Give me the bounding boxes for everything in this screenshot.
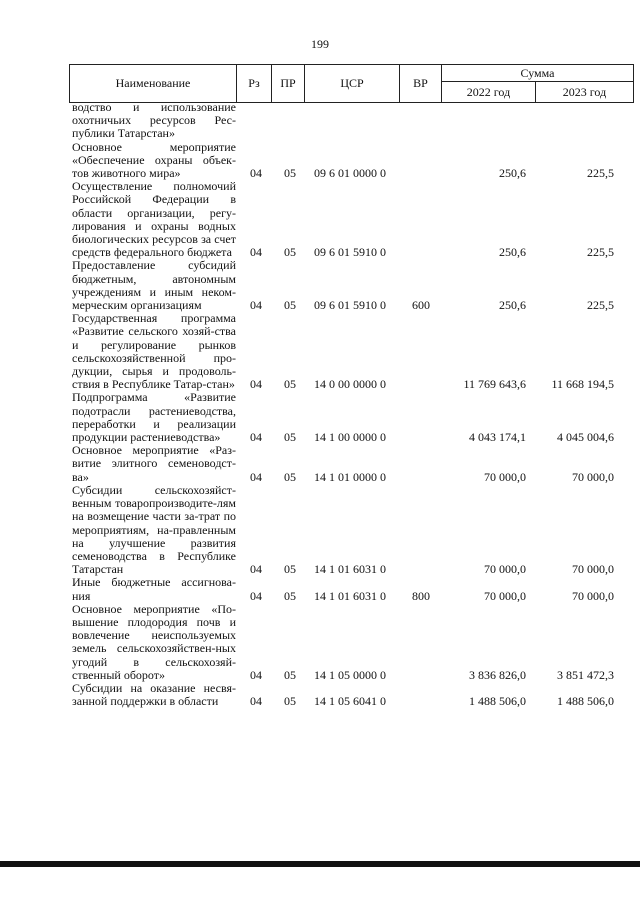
row-rz: 04 [250,469,262,484]
row-name: водство и использование охотничьих ресурсов Рес-публики Татарстан» [72,100,236,141]
header-sum: Сумма [441,65,634,82]
table-row [72,312,637,391]
table-body [72,101,637,708]
row-name: Субсидии сельскохозяйст-венным товаропроизводите-лям на возмещение части за-трат по мероприятиям, на-правленным на улучшение развития семеноводства в Республике Татарстан [72,482,236,577]
row-pr: 05 [284,298,296,313]
row-rz: 04 [250,377,262,392]
row-csr: 09 6 01 5910 0 [314,298,386,313]
row-2023: 225,5 [587,298,614,313]
row-name: Основное мероприятие «Обеспечение охраны объек-тов животного мира» [72,139,236,181]
table-row [72,444,637,484]
table-row [72,682,637,708]
row-pr: 05 [284,469,296,484]
row-2022: 70 000,0 [484,469,526,484]
row-2022: 11 769 643,6 [463,377,526,392]
row-name: Подпрограмма «Развитие подотрасли растениеводства, переработки и реализации продукции растениеводства» [72,390,236,445]
page-number: 199 [311,37,329,51]
row-2022: 70 000,0 [484,588,526,603]
row-csr: 14 1 05 6041 0 [314,694,386,709]
row-2022: 250,6 [499,298,526,313]
row-csr: 14 1 01 6031 0 [314,562,386,577]
row-rz: 04 [250,562,262,577]
table-row [72,603,637,682]
row-vr: 800 [412,588,430,603]
row-2023: 70 000,0 [572,562,614,577]
row-pr: 05 [284,588,296,603]
table-row [72,259,637,312]
row-name: Иные бюджетные ассигнова-ния [72,575,236,603]
row-name: Основное мероприятие «По-вышение плодородия почв и вовлечение неиспользуемых земель сельскохозяйствен-ных угодий в сельскохозяй-ственный оборот» [72,601,236,682]
header-2022: 2022 год [441,82,535,102]
row-pr: 05 [284,430,296,445]
row-pr: 05 [284,377,296,392]
table-row [72,391,637,444]
row-2022: 70 000,0 [484,562,526,577]
bottom-scan-border [0,861,640,867]
row-2023: 11 668 194,5 [551,377,614,392]
header-pr: ПР [271,65,304,102]
row-2022: 3 836 826,0 [469,667,526,682]
row-2023: 70 000,0 [572,588,614,603]
row-csr: 09 6 01 0000 0 [314,166,386,181]
row-2022: 4 043 174,1 [469,430,526,445]
row-rz: 04 [250,166,262,181]
row-2023: 225,5 [587,245,614,260]
row-name: Основное мероприятие «Раз-витие элитного семеноводст-ва» [72,443,236,484]
row-2023: 70 000,0 [572,469,614,484]
row-vr: 600 [412,298,430,313]
header-rz: Рз [236,65,271,102]
row-name: Осуществление полномочий Российской Федерации в области организации, регу-лирования и охраны водных биологических ресурсов за счет средств федерального бюджета [72,179,236,260]
table-row [72,576,637,602]
row-pr: 05 [284,667,296,682]
row-csr: 09 6 01 5910 0 [314,245,386,260]
row-name: Государственная программа «Развитие сельского хозяй-ства и регулирование рынков сельскохозяйственной про-дукции, сырья и продоволь-ствия в Республике Татар-стан» [72,311,236,392]
row-csr: 14 1 05 0000 0 [314,667,386,682]
row-rz: 04 [250,667,262,682]
header-2023: 2023 год [535,82,634,102]
row-pr: 05 [284,694,296,709]
row-2022: 250,6 [499,245,526,260]
row-name: Субсидии на оказание несвя-занной поддержки в области [72,680,236,709]
row-csr: 14 1 00 0000 0 [314,430,386,445]
header-csr: ЦСР [304,65,399,102]
row-name: Предоставление субсидий бюджетным, автономным учреждениям и иным неком-мерческим организациям [72,258,236,313]
row-2023: 3 851 472,3 [557,667,614,682]
row-2023: 1 488 506,0 [557,694,614,709]
row-2022: 250,6 [499,166,526,181]
row-csr: 14 1 01 0000 0 [314,469,386,484]
row-2023: 4 045 004,6 [557,430,614,445]
row-csr: 14 0 00 0000 0 [314,377,386,392]
row-rz: 04 [250,430,262,445]
table-row [72,141,637,181]
row-rz: 04 [250,298,262,313]
table-header [69,64,634,101]
row-pr: 05 [284,166,296,181]
row-pr: 05 [284,562,296,577]
header-vr: ВР [399,65,441,102]
row-rz: 04 [250,588,262,603]
table-row [72,180,637,259]
row-pr: 05 [284,245,296,260]
header-row [69,64,634,103]
row-rz: 04 [250,694,262,709]
row-rz: 04 [250,245,262,260]
table-row [72,484,637,576]
row-2023: 225,5 [587,166,614,181]
table-row [72,101,637,141]
row-csr: 14 1 01 6031 0 [314,588,386,603]
header-name: Наименование [69,65,236,102]
row-2022: 1 488 506,0 [469,694,526,709]
